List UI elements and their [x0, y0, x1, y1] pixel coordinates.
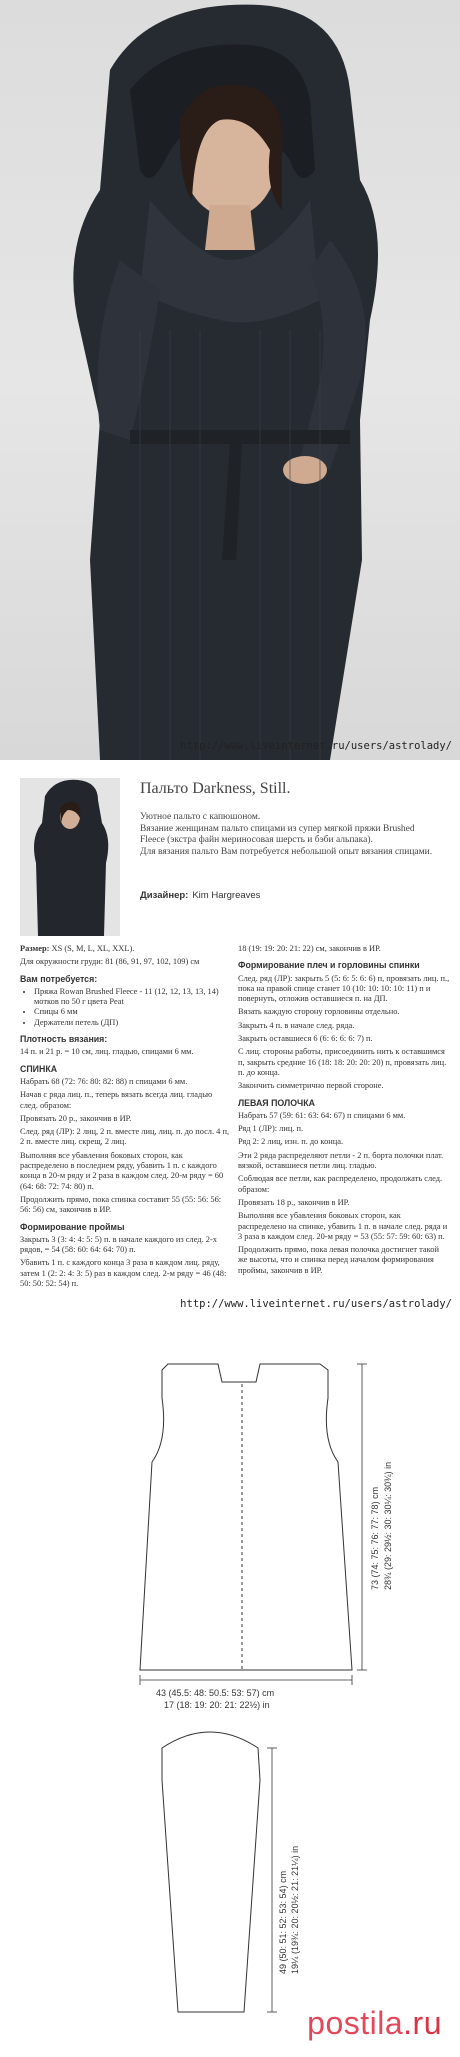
sleeve-outline: [162, 1732, 260, 2012]
back-step: Набрать 68 (72: 76: 80: 82: 88) п спицами 6 мм.: [20, 1076, 188, 1086]
armhole-step: Убавить 1 п. с каждого конца 3 раза в каждом лиц. ряду, затем 1 (2: 2: 4: 3: 5) раз в каждом след. 2-м ряду = 46 (48: 50: 50: 52: 54) п.: [20, 1258, 227, 1289]
armhole-heading: Формирование проймы: [20, 1221, 125, 1232]
left-front-step: Выполняя все убавления боковых сторон, как распределено на спинке, убавить 1 п. в начале след. ряда и 3 раза в каждом след. 20-м ряду = 53 (55: 57: 59: 60: 63) п.: [238, 1211, 448, 1241]
back-heading: СПИНКА: [20, 1063, 58, 1074]
size-row: [20, 944, 232, 954]
body-height-label: 73 (74: 75: 76: 77: 78) cm: [370, 1486, 380, 1590]
back-step: Выполняя все убавления боковых сторон, как распределено в последнем ряду, убавить 1 п. с каждого конца в 20-м ряду и 2 раза в каждом след. 20-м ряду = 60 (64: 68: 72: 74: 80) п.: [20, 1150, 224, 1191]
sleeve-length-in-label: 19¼ (19¾: 20: 20½: 21: 21¼) in: [290, 1845, 300, 1974]
back-step: Начав с ряда лиц. п., теперь вязать всегда лиц. гладью след. образом:: [20, 1090, 213, 1110]
needs-list: [20, 987, 232, 1028]
model-figure-illustration: [0, 0, 460, 760]
left-front-step: Продолжить прямо, пока левая полочка достигнет такой же высоты, что и спинка перед началом формирования проймы, закончив в ИР.: [238, 1245, 439, 1275]
shoulder-step: Закончить симметрично первой стороне.: [238, 1081, 384, 1091]
size-extra: Для окружности груди: 81 (86, 91, 97, 102, 109) см: [20, 957, 200, 967]
continued-text: 18 (19: 19: 20: 21: 22) см, закончив в ИР.: [238, 944, 381, 953]
source-url[interactable]: http://www.liveinternet.ru/users/astrolady/: [180, 740, 452, 752]
left-front-step: Ряд 1 (ЛР): лиц. п.: [238, 1124, 304, 1134]
shoulder-step: Закрыть оставшиеся 6 (6: 6: 6: 6: 7) п.: [238, 1034, 373, 1044]
left-front-step: Ряд 2: 2 лиц, изн. п. до конца.: [238, 1137, 344, 1147]
sleeve-length-label: 49 (50: 51: 52: 53: 54) cm: [278, 1870, 288, 1974]
pattern-thumbnail: [20, 778, 120, 936]
back-step: Продолжить прямо, пока спинка составит 55 (55: 56: 56: 56: 56) см, закончив в ИР.: [20, 1194, 222, 1215]
needs-item: • Держатели петель (ДП): [34, 1018, 232, 1028]
armhole-step: Закрыть 3 (3: 4: 4: 5: 5) п. в начале каждого из след. 2-х рядов, = 54 (58: 60: 64: 64: 70) п.: [20, 1234, 217, 1255]
pattern-title: Пальто Darkness, Still.: [140, 780, 291, 797]
right-column: [238, 944, 450, 1279]
source-url-2[interactable]: http://www.liveinternet.ru/users/astrolady/: [180, 1298, 452, 1310]
pattern-document: [0, 768, 460, 1338]
intro-line: Вязание женщинам пальто спицами из супер мягкой пряжи Brushed Fleece (экстра файн мериносовая шерсть и бэби альпака).: [140, 823, 415, 845]
thumbnail-figure: [20, 778, 120, 936]
left-front-step: Соблюдая все петли, как распределено, продолжать след. образом:: [238, 1174, 443, 1194]
left-front-step: Набрать 57 (59: 61: 63: 64: 67) п спицами 6 мм.: [238, 1110, 406, 1120]
body-width-in-label: 17 (18: 19: 20: 21: 22½) in: [164, 1700, 270, 1710]
pattern-intro: [140, 812, 440, 858]
body-outline: [140, 1364, 352, 1670]
needs-item: • Спицы 6 мм: [34, 1007, 232, 1017]
intro-line: Уютное пальто с капюшоном.: [140, 812, 261, 822]
hero-photo: [0, 0, 460, 760]
shoulder-heading: Формирование плеч и горловины спинки: [238, 960, 420, 971]
designer-line: [140, 890, 260, 901]
size-text: XS (S, M, L, XL, XXL).: [51, 944, 135, 953]
gauge-text: 14 п. и 21 р. = 10 см, лиц. гладью, спицами 6 мм.: [20, 1047, 194, 1057]
left-front-heading: ЛЕВАЯ ПОЛОЧКА: [238, 1097, 315, 1108]
body-height-in-label: 28¾ (29: 29½: 30: 30¼: 30¾) in: [383, 1461, 393, 1590]
shoulder-step: След. ряд (ЛР): закрыть 5 (5: 6: 5: 6: 6) п, провязать лиц. п., пока на правой спице станет 10 (10: 10: 10: 10: 11) п и повернуть, отложив оставшиеся п. на ДП.: [238, 973, 450, 1004]
body-width-label: 43 (45.5: 48: 50.5: 53: 57) cm: [156, 1688, 275, 1698]
size-label: Размер:: [20, 944, 50, 953]
left-front-step: Эти 2 ряда распределяют петли - 2 п. борта полочки плат. вязкой, оставшиеся петли лиц. гладью.: [238, 1150, 444, 1171]
schematic-drawing: [0, 1340, 460, 2052]
shoulder-step: С лиц. стороны работы, присоединить нить к оставшимся п, закрыть средние 16 (18: 18: 20: 20: 20) п, провязать лиц. п. до конца.: [238, 1047, 447, 1077]
needs-item: • Пряжа Rowan Brushed Fleece - 11 (12, 12, 13, 13, 14) мотков по 50 г цвета Peat: [34, 987, 232, 1008]
postila-watermark: [307, 2005, 442, 2042]
left-column: [20, 944, 232, 1292]
gauge-heading: Плотность вязания:: [20, 1034, 108, 1045]
designer-name: Kim Hargreaves: [192, 890, 261, 901]
back-step: След. ряд (ЛР): 2 лиц, 2 п. вместе лиц, лиц. п. до посл. 4 п, 2 п. вместе лиц. скрещ, 2 лиц.: [20, 1127, 230, 1147]
needs-heading: Вам потребуется:: [20, 973, 98, 984]
garment-schematic: [0, 1340, 460, 2052]
watermark-tld: .ru: [403, 2005, 442, 2041]
back-step: Провязать 20 р., закончив в ИР.: [20, 1113, 132, 1123]
left-front-step: Провязать 18 р., закончив в ИР.: [238, 1197, 350, 1207]
intro-line: Для вязания пальто Вам потребуется небольшой опыт вязания спицами.: [140, 846, 433, 857]
designer-label: Дизайнер:: [140, 890, 189, 901]
shoulder-step: Закрыть 4 п. в начале след. ряда.: [238, 1020, 355, 1030]
shoulder-step: Вязать каждую сторону горловины отдельно.: [238, 1007, 400, 1017]
watermark-brand: postila: [307, 2005, 404, 2041]
